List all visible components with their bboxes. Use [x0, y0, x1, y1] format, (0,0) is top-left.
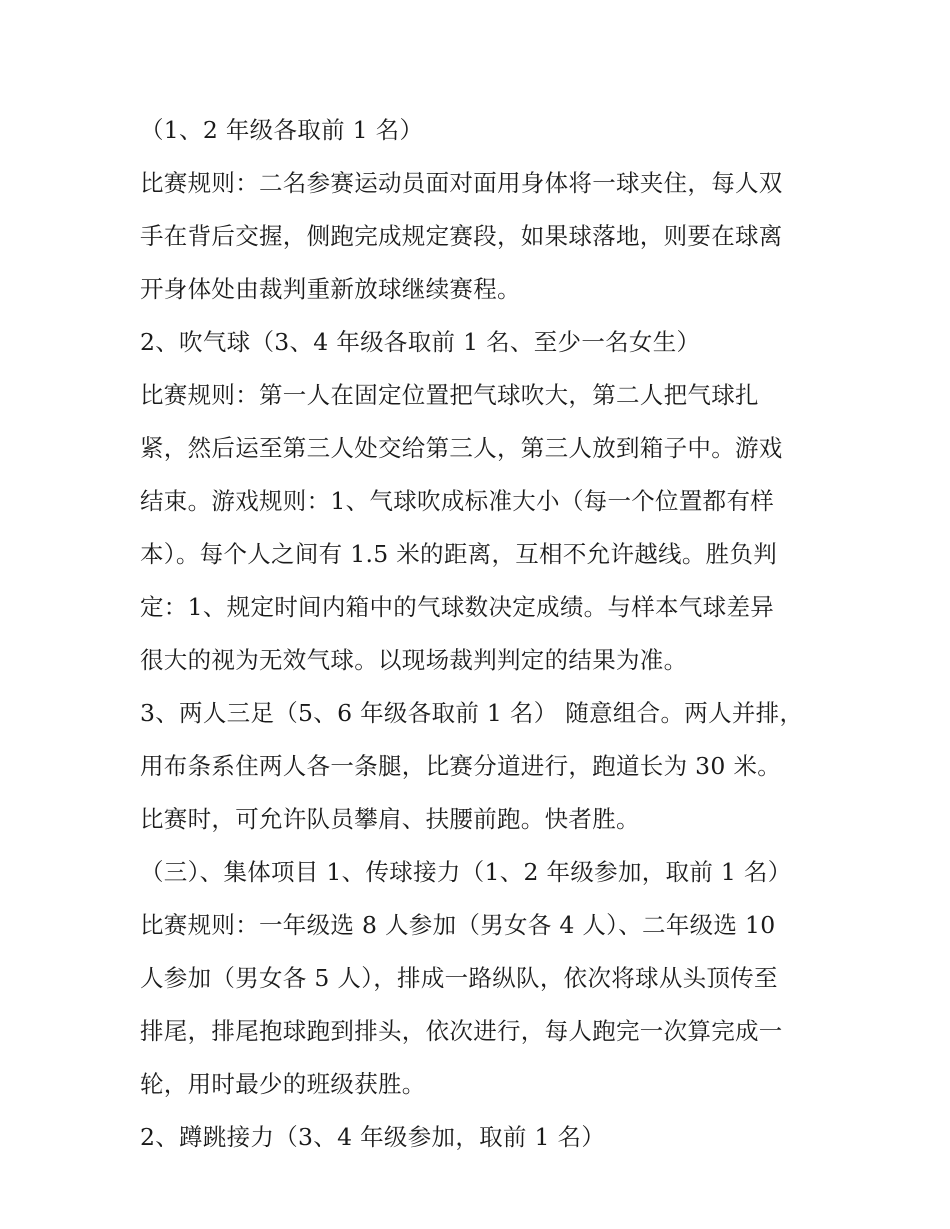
text-line-rule: 手在背后交握，侧跑完成规定赛段，如果球落地，则要在球离	[140, 222, 783, 250]
text-line-heading-grade12: （1、2 年级各取前 1 名）	[140, 116, 424, 144]
text-line-rule: 本）。每个人之间有 1.5 米的距离，互相不允许越线。胜负判	[140, 540, 778, 568]
text-line-rule: 很大的视为无效气球。以现场裁判判定的结果为准。	[140, 646, 688, 674]
text-line-heading-team-events: （三）、集体项目 1、传球接力（1、2 年级参加，取前 1 名）	[140, 858, 792, 886]
text-line-rule: 用布条系住两人各一条腿，比赛分道进行，跑道长为 30 米。	[140, 752, 782, 780]
text-line-heading-three-legged: 3、两人三足（5、6 年级各取前 1 名） 随意组合。两人并排，	[140, 699, 804, 727]
text-line-rule: 比赛规则：二名参赛运动员面对面用身体将一球夹住，每人双	[140, 169, 783, 197]
text-line-rule: 轮，用时最少的班级获胜。	[140, 1070, 426, 1098]
text-line-rule: 人参加（男女各 5 人），排成一路纵队，依次将球从头顶传至	[140, 964, 778, 992]
text-line-heading-squat-jump: 2、蹲跳接力（3、4 年级参加，取前 1 名）	[140, 1123, 606, 1151]
text-line-rule: 比赛时，可允许队员攀肩、扶腰前跑。快者胜。	[140, 805, 640, 833]
text-line-heading-balloon: 2、吹气球（3、4 年级各取前 1 名、至少一名女生）	[140, 328, 701, 356]
text-line-rule: 比赛规则：第一人在固定位置把气球吹大，第二人把气球扎	[140, 381, 759, 409]
text-line-rule: 比赛规则：一年级选 8 人参加（男女各 4 人）、二年级选 10	[140, 911, 776, 939]
text-line-rule: 开身体处由裁判重新放球继续赛程。	[140, 275, 521, 303]
text-line-rule: 结束。游戏规则：1、气球吹成标准大小（每一个位置都有样	[140, 487, 775, 515]
text-line-rule: 紧，然后运至第三人处交给第三人，第三人放到箱子中。游戏	[140, 434, 783, 462]
document-body	[140, 108, 815, 1168]
text-line-rule: 排尾，排尾抱球跑到排头，依次进行，每人跑完一次算完成一	[140, 1017, 783, 1045]
text-line-rule: 定：1、规定时间内箱中的气球数决定成绩。与样本气球差异	[140, 593, 775, 621]
